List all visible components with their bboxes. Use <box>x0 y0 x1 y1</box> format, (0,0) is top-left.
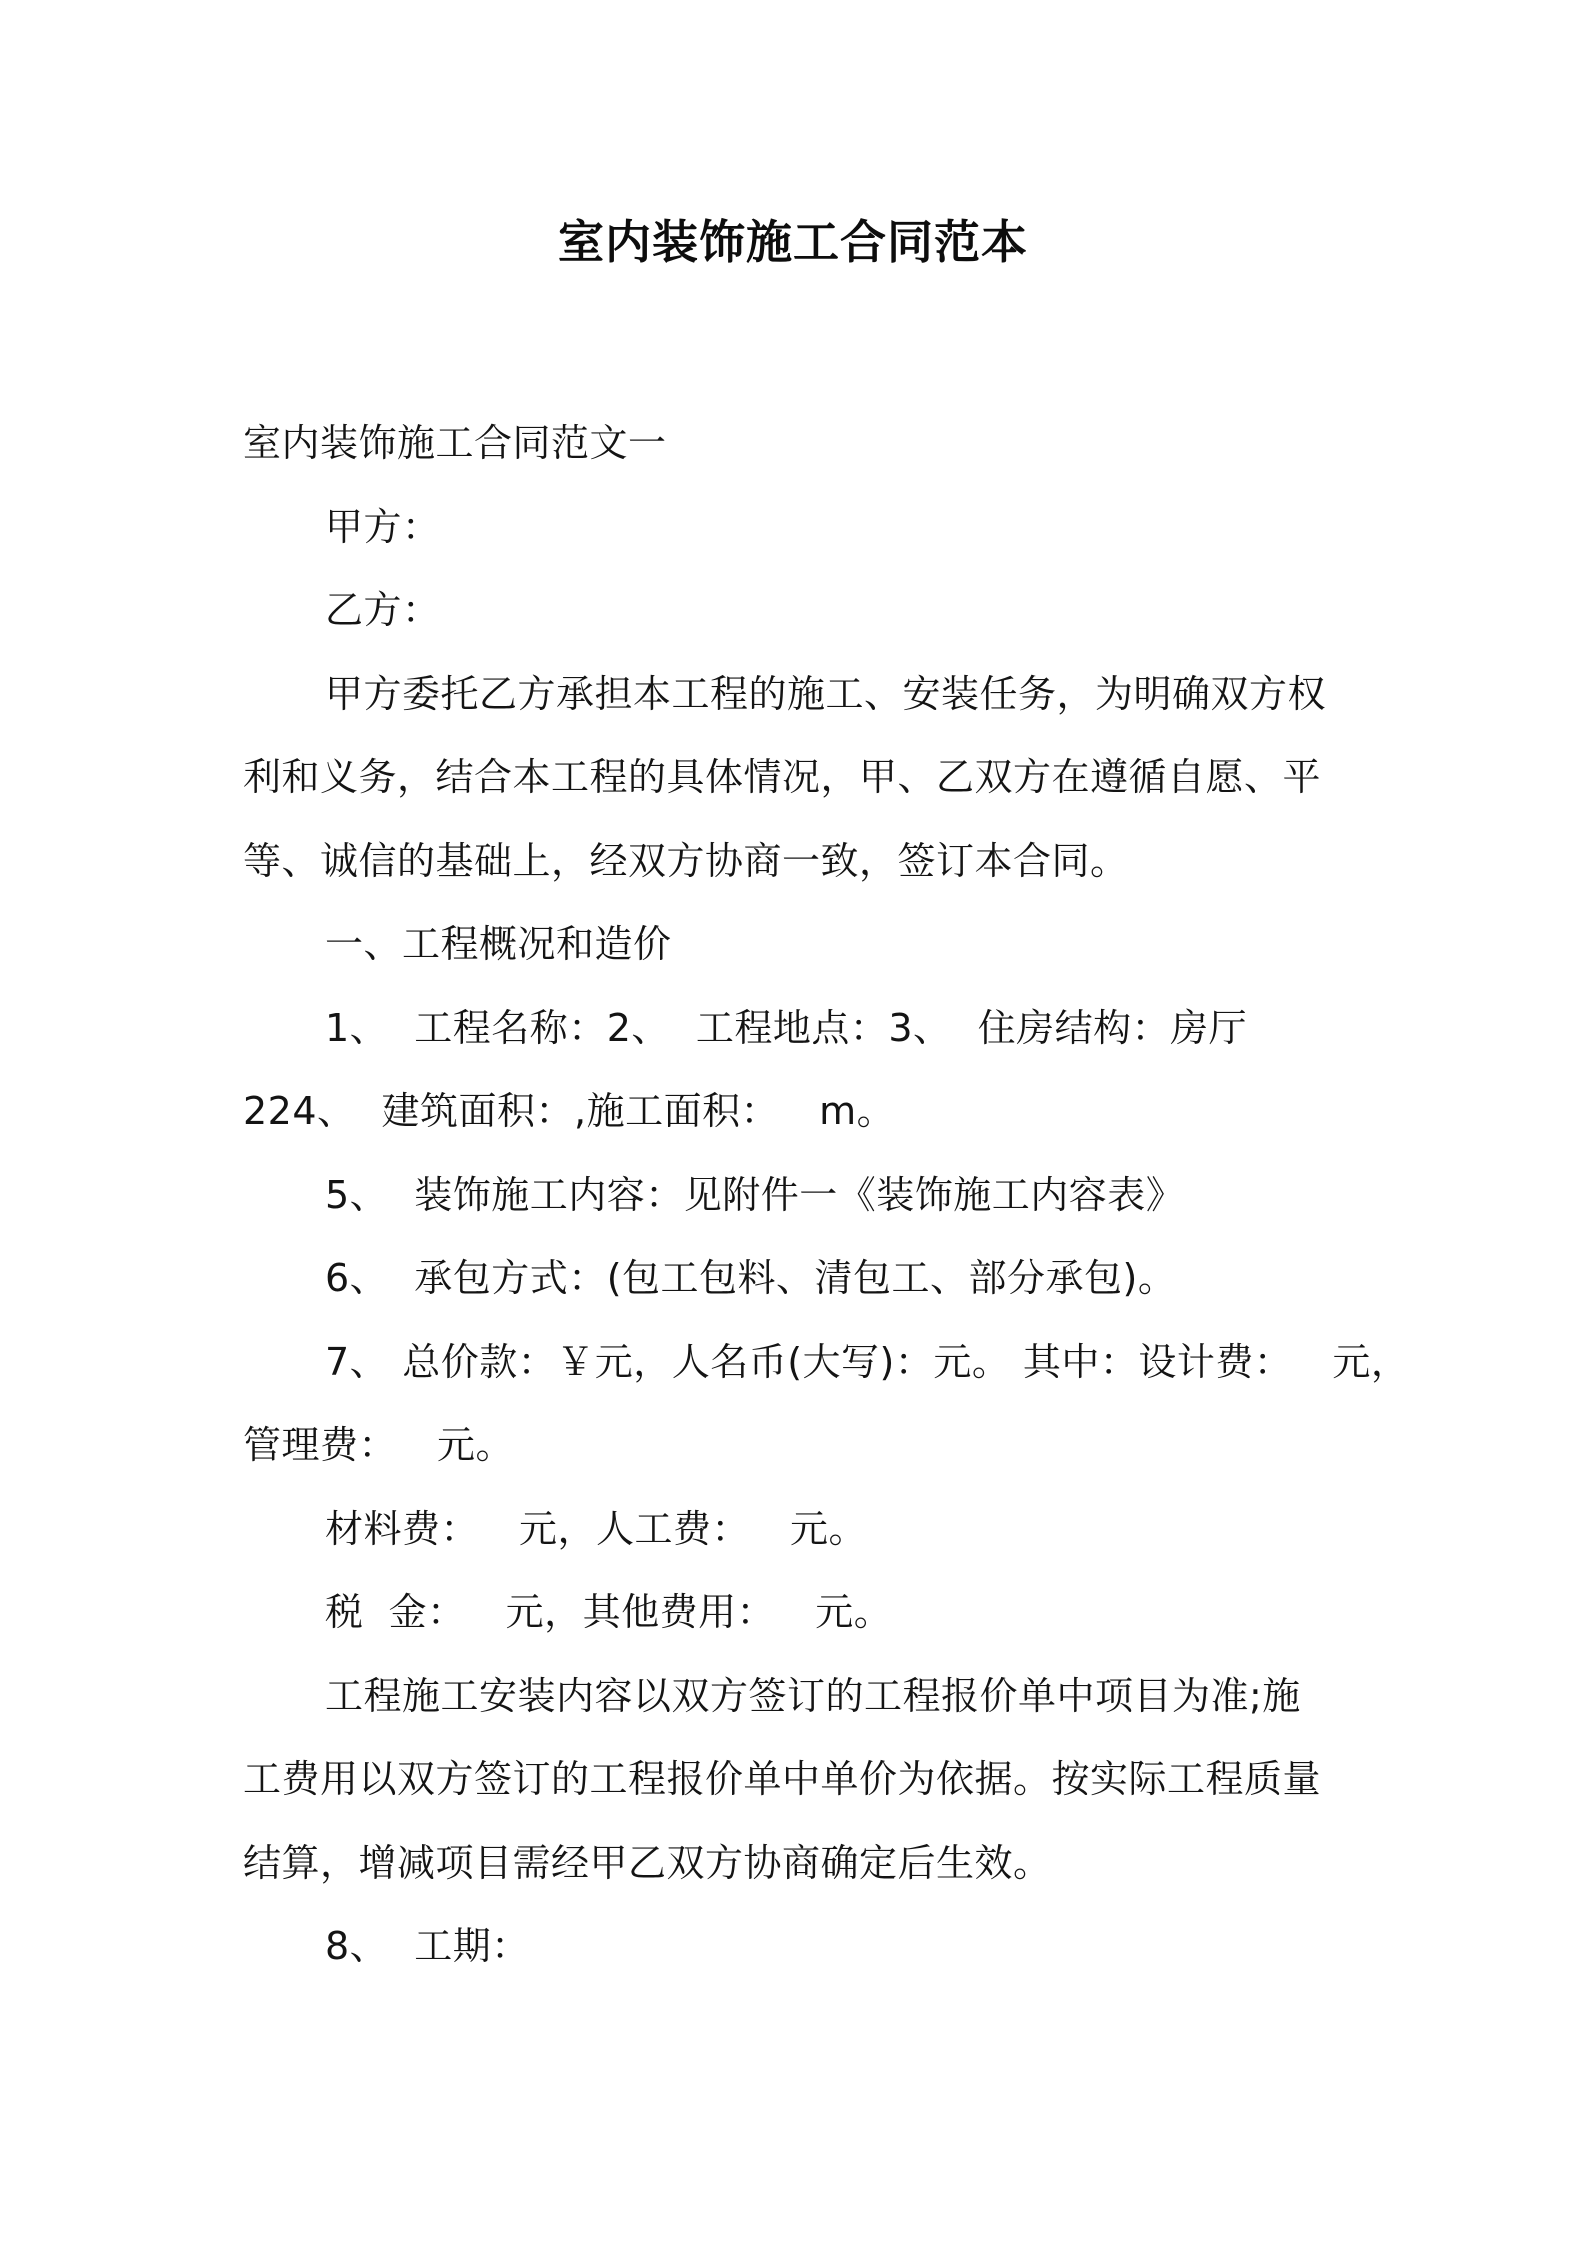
subtitle: 室内装饰施工合同范文一 <box>243 421 667 465</box>
item-label: 建筑面积：,施工面积： <box>381 1089 780 1133</box>
intro-paragraph-line: 利和义务，结合本工程的具体情况，甲、乙双方在遵循自愿、平 <box>243 755 1322 799</box>
item-4-line <box>243 1070 1358 1154</box>
item-label: 工程名称：2、 <box>414 1005 670 1050</box>
item-text: 元， <box>1332 1339 1410 1384</box>
section-heading: 一、工程概况和造价 <box>325 922 672 966</box>
material-labor-fee-line <box>243 1488 1358 1572</box>
party-a-line: 甲方： <box>325 504 441 549</box>
item-1-3-line <box>243 987 1358 1071</box>
fee-unit: 元，人工费： <box>519 1506 751 1551</box>
settlement-paragraph-line: 工费用以双方签订的工程报价单中单价为依据。按实际工程质量 <box>243 1757 1322 1801</box>
document-title: 室内装饰施工合同范本 <box>558 215 1028 269</box>
fee-label: 管理费： <box>243 1423 398 1467</box>
fee-unit: 元。 <box>437 1423 515 1467</box>
item-number: 1、 <box>325 1005 389 1050</box>
fee-label: 税 金： <box>325 1590 466 1634</box>
item-label: 工期： <box>414 1924 530 1968</box>
party-b-line: 乙方： <box>325 588 441 632</box>
settlement-paragraph-line: 工程施工安装内容以双方签订的工程报价单中项目为准;施 <box>325 1673 1301 1718</box>
item-6-line <box>243 1237 1358 1321</box>
item-8-line <box>243 1905 1358 1989</box>
item-number: 6、 <box>325 1256 389 1300</box>
fee-unit: 元。 <box>815 1590 893 1634</box>
item-label: 装饰施工内容：见附件一《装饰施工内容表》 <box>414 1172 1185 1217</box>
item-text: 总价款：￥元，人名币(大写)：元。 其中：设计费： <box>402 1339 1293 1384</box>
fee-unit: 元，其他费用： <box>505 1590 776 1634</box>
fee-label: 材料费： <box>325 1506 480 1551</box>
item-5-line <box>243 1154 1358 1238</box>
management-fee-line <box>243 1404 1358 1488</box>
item-label: 承包方式：(包工包料、清包工、部分承包)。 <box>414 1256 1177 1300</box>
item-number: 5、 <box>325 1172 389 1217</box>
item-label: 住房结构：房厅 <box>977 1005 1248 1050</box>
item-number: 224、 <box>243 1089 356 1133</box>
intro-paragraph-line: 甲方委托乙方承担本工程的施工、安装任务，为明确双方权 <box>325 671 1327 716</box>
item-unit: m。 <box>819 1089 896 1133</box>
tax-fee-line <box>243 1571 1358 1655</box>
settlement-paragraph-line: 结算，增减项目需经甲乙双方协商确定后生效。 <box>243 1840 1052 1885</box>
item-number: 7、 <box>325 1339 389 1384</box>
item-label: 工程地点：3、 <box>695 1005 952 1050</box>
intro-paragraph-line: 等、诚信的基础上，经双方协商一致，签订本合同。 <box>243 838 1129 883</box>
item-number: 8、 <box>325 1924 389 1968</box>
document-body <box>243 402 1410 1989</box>
fee-unit: 元。 <box>790 1506 868 1551</box>
item-7-line <box>243 1321 1410 1405</box>
